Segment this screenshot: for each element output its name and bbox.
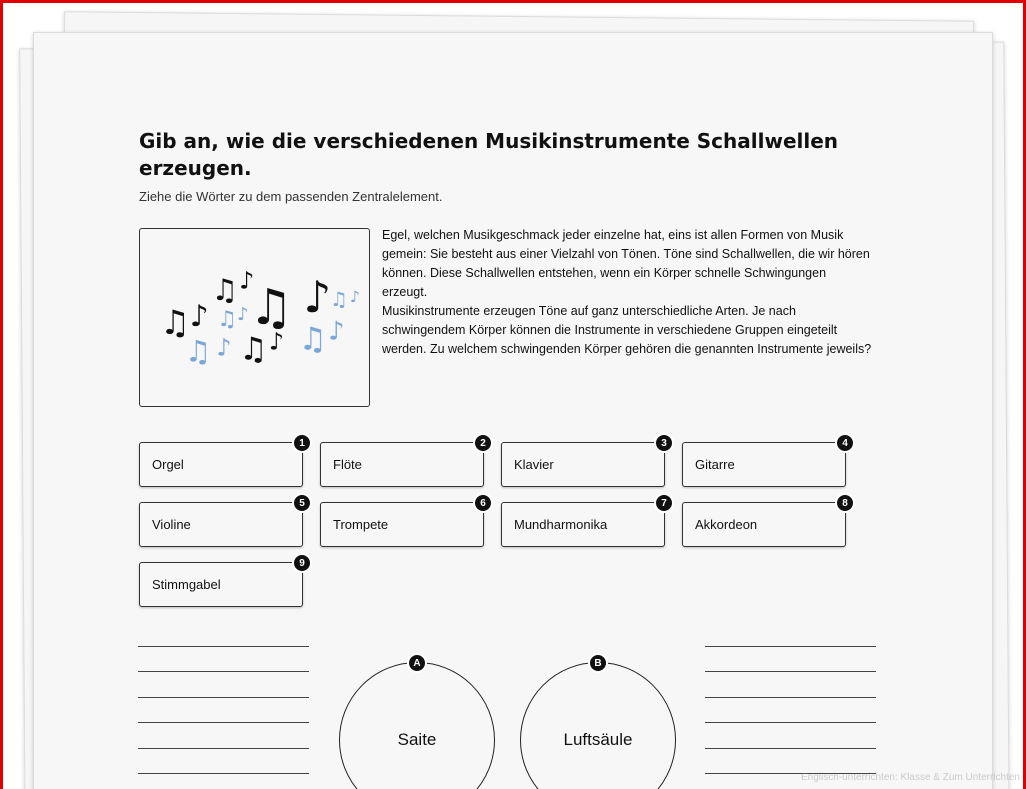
svg-text:♪: ♪ <box>237 303 249 325</box>
word-card-akkordeon[interactable] <box>682 497 848 547</box>
number-badge: 1 <box>292 433 312 453</box>
svg-text:♫: ♫ <box>211 272 239 308</box>
word-card-stimmgabel[interactable] <box>139 557 305 607</box>
svg-text:♫: ♫ <box>298 321 327 358</box>
answer-line <box>705 672 876 698</box>
word-card-label: Stimmgabel <box>152 577 221 592</box>
word-card-label: Violine <box>152 517 191 532</box>
word-card-label: Flöte <box>333 457 362 472</box>
answer-line <box>138 723 309 749</box>
number-badge: 7 <box>654 493 674 513</box>
svg-text:♪: ♪ <box>349 287 361 307</box>
word-card-label: Mundharmonika <box>514 517 608 532</box>
number-badge: 6 <box>473 493 493 513</box>
answer-line <box>705 723 876 749</box>
intro-paragraph: Musikinstrumente erzeugen Töne auf ganz unterschiedliche Arten. Je nach schwingendem Körper können die Instrumente in verschiedene Gruppen eingeteilt werden. Zu welchem schwingenden Körper gehören die genannten Instrumente jeweils? <box>382 304 872 356</box>
svg-text:♪: ♪ <box>328 316 345 347</box>
answer-line <box>138 749 309 775</box>
word-card-label: Klavier <box>514 457 554 472</box>
word-card-klavier[interactable] <box>501 437 667 487</box>
instruction-text: Ziehe die Wörter zu dem passenden Zentralelement. <box>139 189 443 204</box>
word-card-orgel[interactable] <box>139 437 305 487</box>
svg-text:♫: ♫ <box>249 277 294 336</box>
svg-text:♫: ♫ <box>330 288 348 312</box>
number-badge: 3 <box>654 433 674 453</box>
target-label: Luftsäule <box>563 730 633 749</box>
word-card-label: Akkordeon <box>695 517 758 532</box>
svg-text:♫: ♫ <box>239 331 268 368</box>
answer-line <box>138 621 309 647</box>
word-card-gitarre[interactable] <box>682 437 848 487</box>
number-badge: 5 <box>292 493 312 513</box>
svg-text:♫: ♫ <box>160 302 191 342</box>
answer-line <box>705 621 876 647</box>
number-badge: 8 <box>835 493 855 513</box>
answer-line <box>138 647 309 673</box>
letter-badge: B <box>588 653 608 673</box>
svg-text:♪: ♪ <box>303 273 332 324</box>
music-notes-icon <box>140 229 369 406</box>
answer-line <box>138 698 309 724</box>
answer-line <box>705 698 876 724</box>
intro-paragraph: Egel, welchen Musikgeschmack jeder einzelne hat, eins ist allen Formen von Musik gemein: Sie besteht aus einer Vielzahl von Tönen. Töne sind Schallwellen, die wir hören können. Diese Schallwellen entstehen, wenn ein Körper schnelle Schwingungen erzeugt. <box>382 228 870 299</box>
word-card-floete[interactable] <box>320 437 486 487</box>
word-card-label: Trompete <box>333 517 389 532</box>
answer-line <box>138 672 309 698</box>
target-label: Saite <box>397 730 437 749</box>
answer-lines-right <box>705 621 876 774</box>
svg-text:♪: ♪ <box>189 297 209 333</box>
number-badge: 9 <box>292 553 312 573</box>
answer-line <box>705 647 876 673</box>
answer-lines-left <box>138 621 309 774</box>
word-card-trompete[interactable] <box>320 497 486 547</box>
word-card-violine[interactable] <box>139 497 305 547</box>
number-badge: 4 <box>835 433 855 453</box>
worksheet-title: Gib an, wie die verschiedenen Musikinstrumente Schallwellen erzeugen. <box>139 129 839 180</box>
svg-text:♪: ♪ <box>216 333 232 362</box>
svg-text:♫: ♫ <box>217 306 237 332</box>
answer-line <box>705 749 876 775</box>
intro-text <box>382 226 872 359</box>
svg-text:♪: ♪ <box>239 266 255 295</box>
letter-badge: A <box>407 653 427 673</box>
number-badge: 2 <box>473 433 493 453</box>
svg-text:♫: ♫ <box>184 333 212 369</box>
svg-text:♪: ♪ <box>268 327 284 356</box>
music-notes-image <box>139 228 370 407</box>
word-card-label: Orgel <box>152 457 184 472</box>
word-card-label: Gitarre <box>695 457 735 472</box>
watermark: Englisch-unterrichten: Klasse & Zum Unterrichten <box>801 772 1020 783</box>
word-card-mundharmonika[interactable] <box>501 497 667 547</box>
